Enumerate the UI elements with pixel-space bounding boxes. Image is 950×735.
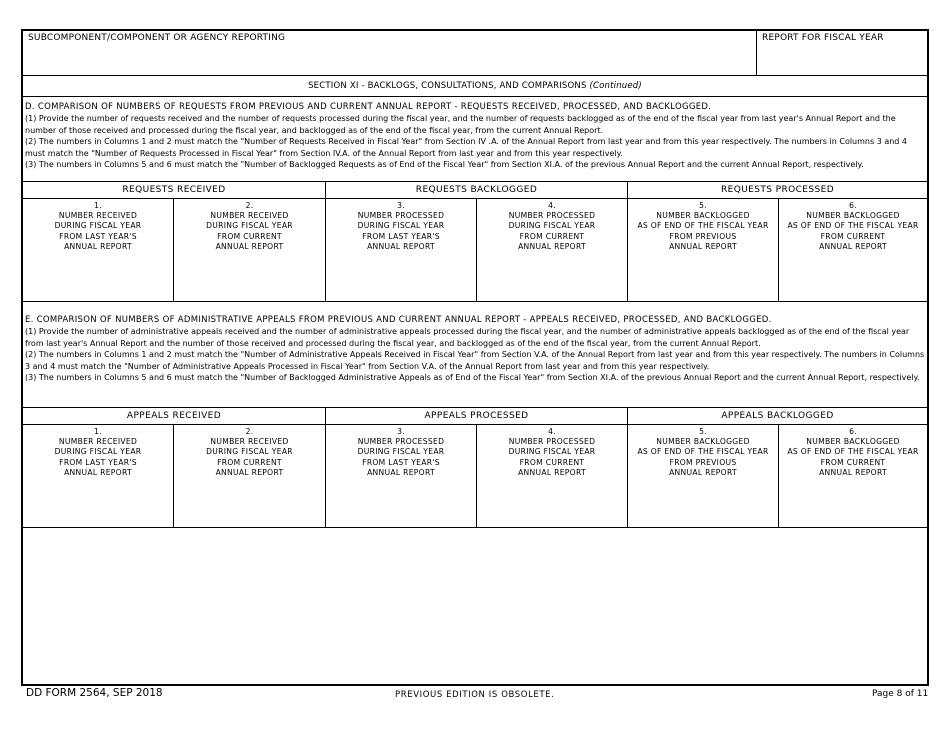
- part-d-col-2[interactable]: [174, 199, 326, 301]
- col-line: FROM CURRENT: [519, 457, 585, 467]
- col-line: AS OF END OF THE FISCAL YEAR: [787, 447, 919, 457]
- agency-reporting-label: SUBCOMPONENT/COMPONENT OR AGENCY REPORTING: [28, 33, 286, 43]
- col-line: DURING FISCAL YEAR: [357, 221, 445, 231]
- col-line: NUMBER PROCESSED: [508, 211, 596, 221]
- part-d-col-3[interactable]: [326, 199, 477, 301]
- part-d-group-header-row: [23, 181, 927, 199]
- col-number: 6.: [849, 201, 857, 210]
- col-line: ANNUAL REPORT: [367, 241, 435, 251]
- col-number: 5.: [699, 427, 707, 436]
- part-d-group-requests-processed: REQUESTS PROCESSED: [720, 185, 835, 195]
- col-line: ANNUAL REPORT: [819, 241, 887, 251]
- col-line: FROM LAST YEAR'S: [59, 457, 137, 467]
- col-line: NUMBER RECEIVED: [210, 437, 289, 447]
- col-line: DURING FISCAL YEAR: [54, 221, 142, 231]
- col-line: DURING FISCAL YEAR: [54, 447, 142, 457]
- col-line: FROM CURRENT: [519, 231, 585, 241]
- part-d-group-requests-backlogged: REQUESTS BACKLOGGED: [326, 182, 628, 198]
- col-number: 4.: [548, 201, 556, 210]
- col-number: 2.: [245, 427, 254, 436]
- section-title: [23, 76, 927, 97]
- col-line: NUMBER PROCESSED: [357, 211, 445, 221]
- col-line: ANNUAL REPORT: [669, 467, 737, 477]
- col-number: 4.: [548, 427, 556, 436]
- col-line: NUMBER BACKLOGGED: [806, 211, 900, 221]
- col-line: FROM CURRENT: [217, 231, 282, 241]
- part-e-col-6[interactable]: [779, 425, 927, 527]
- part-e-col-3[interactable]: [326, 425, 477, 527]
- section-title-main: SECTION XI - BACKLOGS, CONSULTATIONS, AND COMPARISONS: [308, 81, 587, 91]
- col-line: DURING FISCAL YEAR: [508, 447, 596, 457]
- col-line: AS OF END OF THE FISCAL YEAR: [637, 221, 769, 231]
- col-number: 5.: [699, 201, 707, 210]
- part-e-instruction-2: (2) The numbers in Columns 1 and 2 must match the "Number of Administrative Appeals Received in Fiscal Year" from Section V.A. of the Annual Report from last year and from this year respectively. The numbers in Columns 3 and 4 must match the "Number of Administrative Appeals Processed in Fiscal Year" from Section V.A. of the Annual Report from last year and from this year respectively.: [25, 350, 925, 371]
- col-line: NUMBER RECEIVED: [58, 437, 138, 447]
- part-e-group-appeals-backlogged: APPEALS BACKLOGGED: [721, 411, 834, 421]
- part-e-col-4[interactable]: [477, 425, 628, 527]
- part-e-instructions: [25, 315, 925, 383]
- part-d-col-5[interactable]: [628, 199, 779, 301]
- part-d-instruction-1: (1) Provide the number of requests received and the number of requests processed during the fiscal year, and the number of requests backlogged as of the end of the fiscal year from last year's Annual Report and the number of those received and processed during the fiscal year, and backlogged as of the end of the fiscal year, from the current Annual Report.: [25, 114, 896, 135]
- part-d-instruction-3: (3) The numbers in Columns 5 and 6 must match the "Number of Backlogged Requests as of End of the Fiscal Year" from Section XI.A. of the previous Annual Report and the current Annual Report, respectively.: [25, 160, 864, 170]
- col-line: FROM CURRENT: [820, 457, 886, 467]
- part-e-col-5[interactable]: [628, 425, 779, 527]
- col-line: ANNUAL REPORT: [64, 467, 132, 477]
- fiscal-year-field[interactable]: [757, 31, 927, 75]
- part-e-columns-row: [23, 425, 927, 528]
- col-line: ANNUAL REPORT: [819, 467, 887, 477]
- col-line: DURING FISCAL YEAR: [508, 221, 596, 231]
- page-number: Page 8 of 11: [872, 689, 929, 699]
- col-line: NUMBER RECEIVED: [210, 211, 289, 221]
- col-number: 6.: [849, 427, 857, 436]
- part-d-columns-row: [23, 199, 927, 302]
- part-e-col-1[interactable]: [23, 425, 174, 527]
- section-title-continued: (Continued): [589, 81, 642, 91]
- col-line: DURING FISCAL YEAR: [206, 447, 293, 457]
- part-d-instructions: [25, 102, 925, 170]
- col-number: 3.: [397, 427, 405, 436]
- edition-note: PREVIOUS EDITION IS OBSOLETE.: [395, 690, 555, 700]
- part-d-col-6[interactable]: [779, 199, 927, 301]
- part-e-instruction-1: (1) Provide the number of administrative appeals received and the number of administrative appeals processed during the fiscal year, and the number of administrative appeals backlogged as of the end of the fiscal year from last year's Annual Report and the number of those received and processed during the fiscal year, and backlogged as of the end of the fiscal year, from the current Annual Report.: [25, 327, 910, 348]
- part-d-group-requests-received: REQUESTS RECEIVED: [23, 182, 326, 198]
- col-line: FROM LAST YEAR'S: [362, 231, 440, 241]
- col-line: FROM LAST YEAR'S: [362, 457, 440, 467]
- col-number: 2.: [245, 201, 254, 210]
- part-d-instruction-2: (2) The numbers in Columns 1 and 2 must match the "Number of Requests Received in Fiscal Year" from Section IV .A. of the Annual Report from last year and from this year respectively. The numbers in Columns 3 and 4 must match the "Number of Requests Processed in Fiscal Year" from Section IV.A. of the Annual Report from last year and from this year respectively.: [25, 137, 908, 158]
- col-line: NUMBER BACKLOGGED: [806, 437, 900, 447]
- col-line: NUMBER PROCESSED: [508, 437, 596, 447]
- header-row: [23, 31, 927, 76]
- col-line: FROM CURRENT: [217, 457, 282, 467]
- col-line: NUMBER RECEIVED: [58, 211, 138, 221]
- col-line: NUMBER BACKLOGGED: [656, 437, 750, 447]
- col-line: DURING FISCAL YEAR: [206, 221, 293, 231]
- col-number: 1.: [94, 201, 102, 210]
- part-e-heading: E. COMPARISON OF NUMBERS OF ADMINISTRATIVE APPEALS FROM PREVIOUS AND CURRENT ANNUAL REPORT - APPEALS RECEIVED, PROCESSED, AND BACKLOGGED.: [25, 315, 772, 325]
- col-line: DURING FISCAL YEAR: [357, 447, 445, 457]
- col-line: ANNUAL REPORT: [64, 241, 132, 251]
- part-d-col-1[interactable]: [23, 199, 174, 301]
- col-line: AS OF END OF THE FISCAL YEAR: [787, 221, 919, 231]
- col-line: FROM LAST YEAR'S: [59, 231, 137, 241]
- col-line: ANNUAL REPORT: [367, 467, 435, 477]
- col-number: 1.: [94, 427, 102, 436]
- col-line: NUMBER PROCESSED: [357, 437, 445, 447]
- col-line: ANNUAL REPORT: [518, 241, 586, 251]
- part-d-col-4[interactable]: [477, 199, 628, 301]
- part-d-heading: D. COMPARISON OF NUMBERS OF REQUESTS FROM PREVIOUS AND CURRENT ANNUAL REPORT - REQUESTS RECEIVED, PROCESSED, AND BACKLOGGED.: [25, 102, 712, 112]
- col-line: ANNUAL REPORT: [669, 241, 737, 251]
- form-id: DD FORM 2564, SEP 2018: [26, 687, 163, 699]
- col-line: FROM PREVIOUS: [669, 231, 737, 241]
- col-line: ANNUAL REPORT: [518, 467, 586, 477]
- col-line: ANNUAL REPORT: [215, 467, 284, 477]
- part-e-group-appeals-received: APPEALS RECEIVED: [23, 408, 326, 424]
- col-line: NUMBER BACKLOGGED: [656, 211, 750, 221]
- col-line: FROM PREVIOUS: [669, 457, 737, 467]
- col-line: ANNUAL REPORT: [215, 241, 284, 251]
- part-e-group-appeals-processed: APPEALS PROCESSED: [326, 408, 628, 424]
- agency-reporting-field[interactable]: [23, 31, 757, 75]
- col-line: FROM CURRENT: [820, 231, 886, 241]
- col-line: AS OF END OF THE FISCAL YEAR: [637, 447, 769, 457]
- comments-area[interactable]: [23, 529, 927, 684]
- col-number: 3.: [397, 201, 405, 210]
- fiscal-year-label: REPORT FOR FISCAL YEAR: [762, 33, 884, 43]
- part-e-group-header-row: [23, 407, 927, 425]
- part-e-col-2[interactable]: [174, 425, 326, 527]
- form-frame: [21, 29, 929, 686]
- part-e-instruction-3: (3) The numbers in Columns 5 and 6 must match the "Number of Backlogged Administrative Appeals as of End of the Fiscal Year" from Section XI.A. of the previous Annual Report and the current Annual Report, respectively.: [25, 373, 920, 383]
